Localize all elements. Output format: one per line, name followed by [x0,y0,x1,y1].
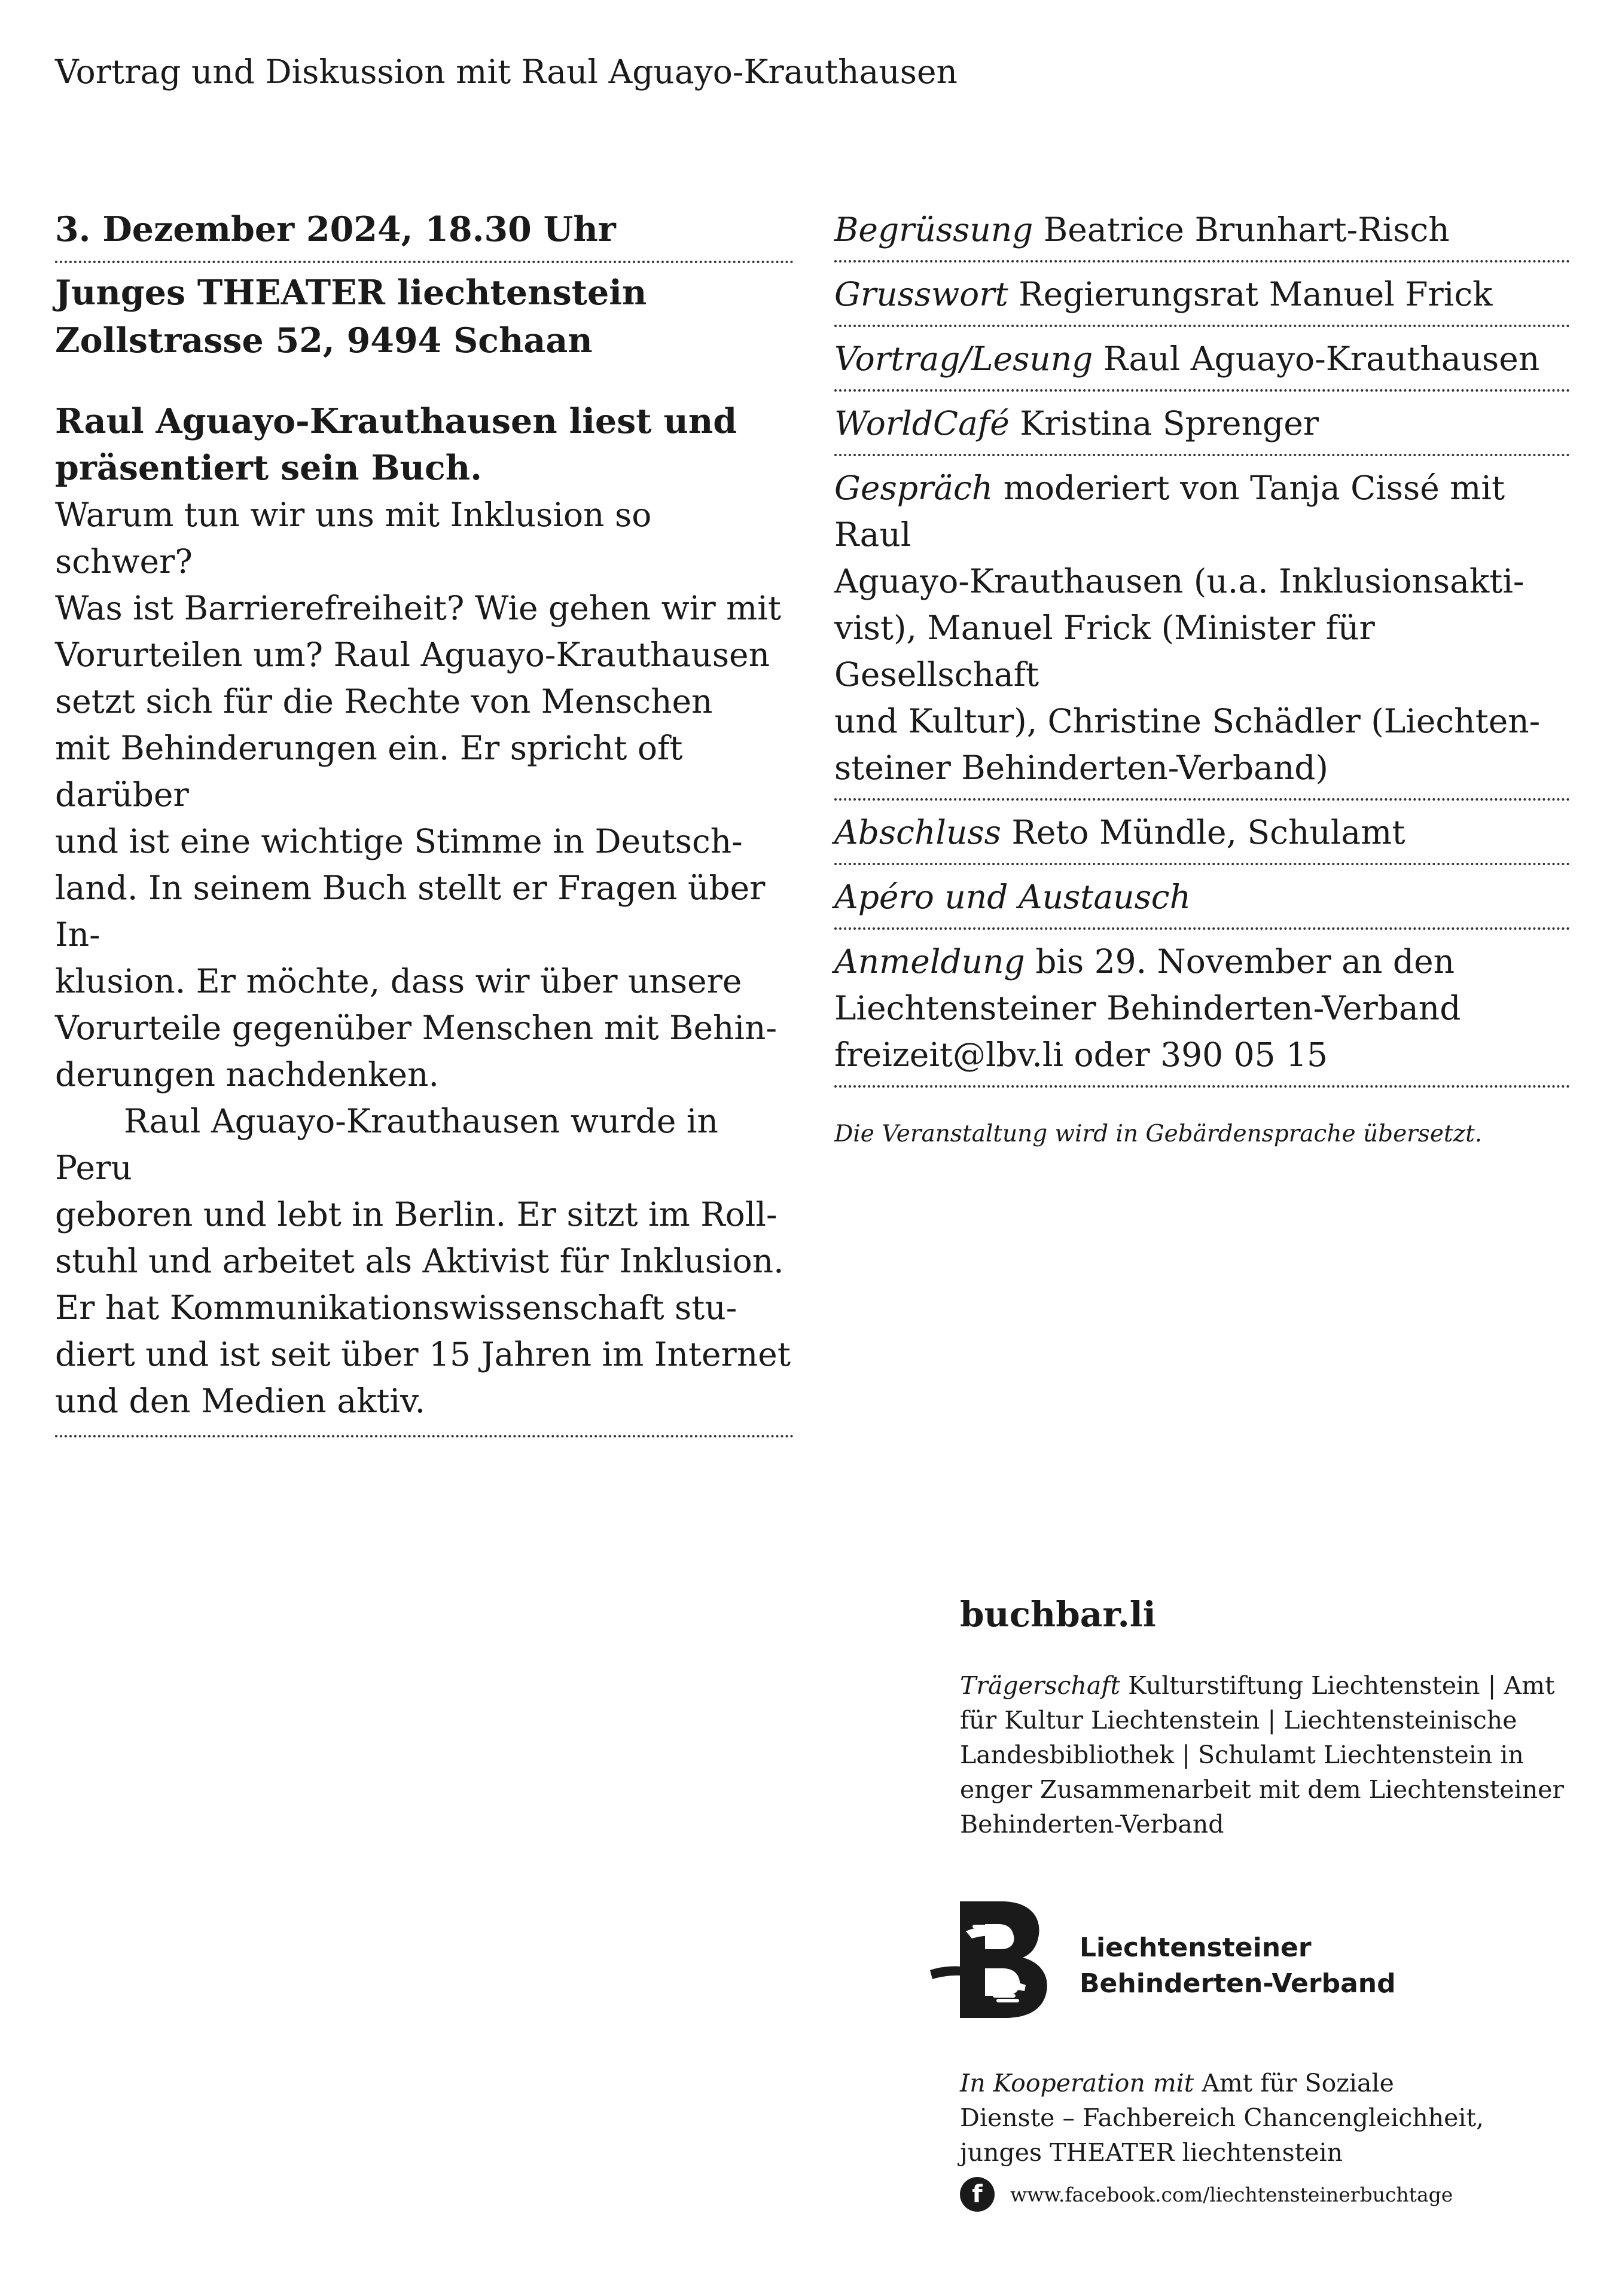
text-line: und ist eine wichtige Stimme in Deutsch- [55,822,743,860]
program-text: vist), Manuel Frick (Minister für Gesellschaft [834,609,1375,694]
traegerschaft-text: enger Zusammenarbeit mit dem Liechtensteiner [960,1775,1564,1804]
program-item-begruessung [834,206,1570,262]
text-line: land. In seinem Buch stellt er Fragen über In- [55,869,766,954]
program-item-worldcafe [834,400,1570,456]
text-line: Vorurteilen um? Raul Aguayo-Krauthausen [55,636,770,674]
text-line: klusion. Er möchte, dass wir über unsere [55,962,742,1000]
cooperation-text: Amt für Soziale [1202,2069,1394,2097]
program-label: Apéro und Austausch [834,878,1191,916]
facebook-url[interactable]: www.facebook.com/liechtensteinerbuchtage [1010,2182,1453,2206]
text-line: Vorurteile gegenüber Menschen mit Behin- [55,1009,778,1047]
program-item-vortrag [834,335,1570,392]
program-text: Beatrice Brunhart-Risch [1043,210,1450,249]
logo-text-line: Behinderten-Verband [1080,1968,1396,1999]
program-item-gespraech [834,465,1570,801]
program-label: Grusswort [834,275,1008,313]
text-line: derungen nachdenken. [55,1055,439,1094]
program-text: und Kultur), Christine Schädler (Liechten- [834,702,1541,740]
sign-language-note: Die Veranstaltung wird in Gebärdensprache übersetzt. [834,1120,1483,1147]
intro-body [55,491,794,1437]
lbv-logo [930,1895,1528,2021]
text-line: geboren und lebt in Berlin. Er sitzt im Roll- [55,1195,778,1234]
cooperation-text: junges THEATER liechtenstein [960,2138,1343,2167]
program-text: Liechtensteiner Behinderten-Verband [834,989,1461,1027]
facebook-link[interactable] [960,2176,1453,2212]
page-header: Vortrag und Diskussion mit Raul Aguayo-Krauthausen [55,53,958,91]
program-text: Kristina Sprenger [1020,404,1319,442]
traegerschaft-text: Kulturstiftung Liechtenstein | Amt [1128,1671,1555,1700]
program-text: freizeit@lbv.li oder 390 05 15 [834,1036,1328,1074]
program-label: Gespräch [834,469,993,507]
program-text: Aguayo-Krauthausen (u.a. Inklusionsakti- [834,562,1525,600]
traegerschaft-text: für Kultur Liechtenstein | Liechtensteinische [960,1706,1517,1735]
lbv-logo-text [1080,1930,1396,2002]
event-info-column [55,206,794,1437]
program-text: Reto Mündle, Schulamt [1011,813,1405,851]
text-line: stuhl und arbeitet als Aktivist für Inklusion. [55,1242,784,1280]
traegerschaft-block [960,1668,1576,1842]
program-item-apero [834,874,1570,930]
cooperation-block [960,2066,1576,2170]
brand-name: buchbar.li [960,1594,1156,1635]
cooperation-text: Dienste – Fachbereich Chancengleichheit, [960,2103,1484,2132]
paragraph-1 [55,491,794,1098]
text-line: diert und ist seit über 15 Jahren im Internet [55,1335,791,1373]
program-text: moderiert von Tanja Cissé mit Raul [834,469,1505,554]
cooperation-label: In Kooperation mit [960,2069,1194,2097]
program-text: steiner Behinderten-Verband) [834,749,1328,787]
program-text: Raul Aguayo-Krauthausen [1103,340,1540,378]
text-line: Warum tun wir uns mit Inklusion so schwer? [55,496,652,581]
program-label: Abschluss [834,813,1001,851]
program-label: WorldCafé [834,404,1010,442]
program-label: Vortrag/Lesung [834,340,1093,378]
program-label: Anmeldung [834,942,1025,981]
intro-heading-line: Raul Aguayo-Krauthausen liest und [55,401,737,441]
program-text: Regierungsrat Manuel Frick [1019,275,1493,313]
text-line: setzt sich für die Rechte von Menschen [55,682,713,720]
venue-name: Junges THEATER liechtenstein [55,273,647,313]
traegerschaft-text: Behinderten-Verband [960,1810,1224,1839]
intro-heading [55,398,794,491]
text-line: Was ist Barrierefreiheit? Wie gehen wir mit [55,589,781,627]
traegerschaft-label: Trägerschaft [960,1671,1121,1700]
facebook-icon: f [960,2177,995,2212]
event-date: 3. Dezember 2024, 18.30 Uhr [55,206,794,263]
program-item-grusswort [834,271,1570,327]
program-text: bis 29. November an den [1035,942,1455,981]
text-line: Raul Aguayo-Krauthausen wurde in Peru [55,1102,718,1187]
paragraph-2 [55,1098,794,1424]
text-line: Er hat Kommunikationswissenschaft stu- [55,1289,737,1327]
traegerschaft-text: Landesbibliothek | Schulamt Liechtenstein in [960,1741,1524,1769]
text-line: mit Behinderungen ein. Er spricht oft darüber [55,729,683,814]
program-item-abschluss [834,809,1570,865]
program-column [834,206,1570,1151]
logo-text-line: Liechtensteiner [1080,1932,1312,1963]
intro-heading-line: präsentiert sein Buch. [55,448,482,488]
lbv-b-hands-icon [930,1895,1062,2021]
program-item-anmeldung [834,938,1570,1088]
venue-address: Zollstrasse 52, 9494 Schaan [55,320,593,361]
program-label: Begrüssung [834,210,1033,249]
text-line: und den Medien aktiv. [55,1382,426,1420]
